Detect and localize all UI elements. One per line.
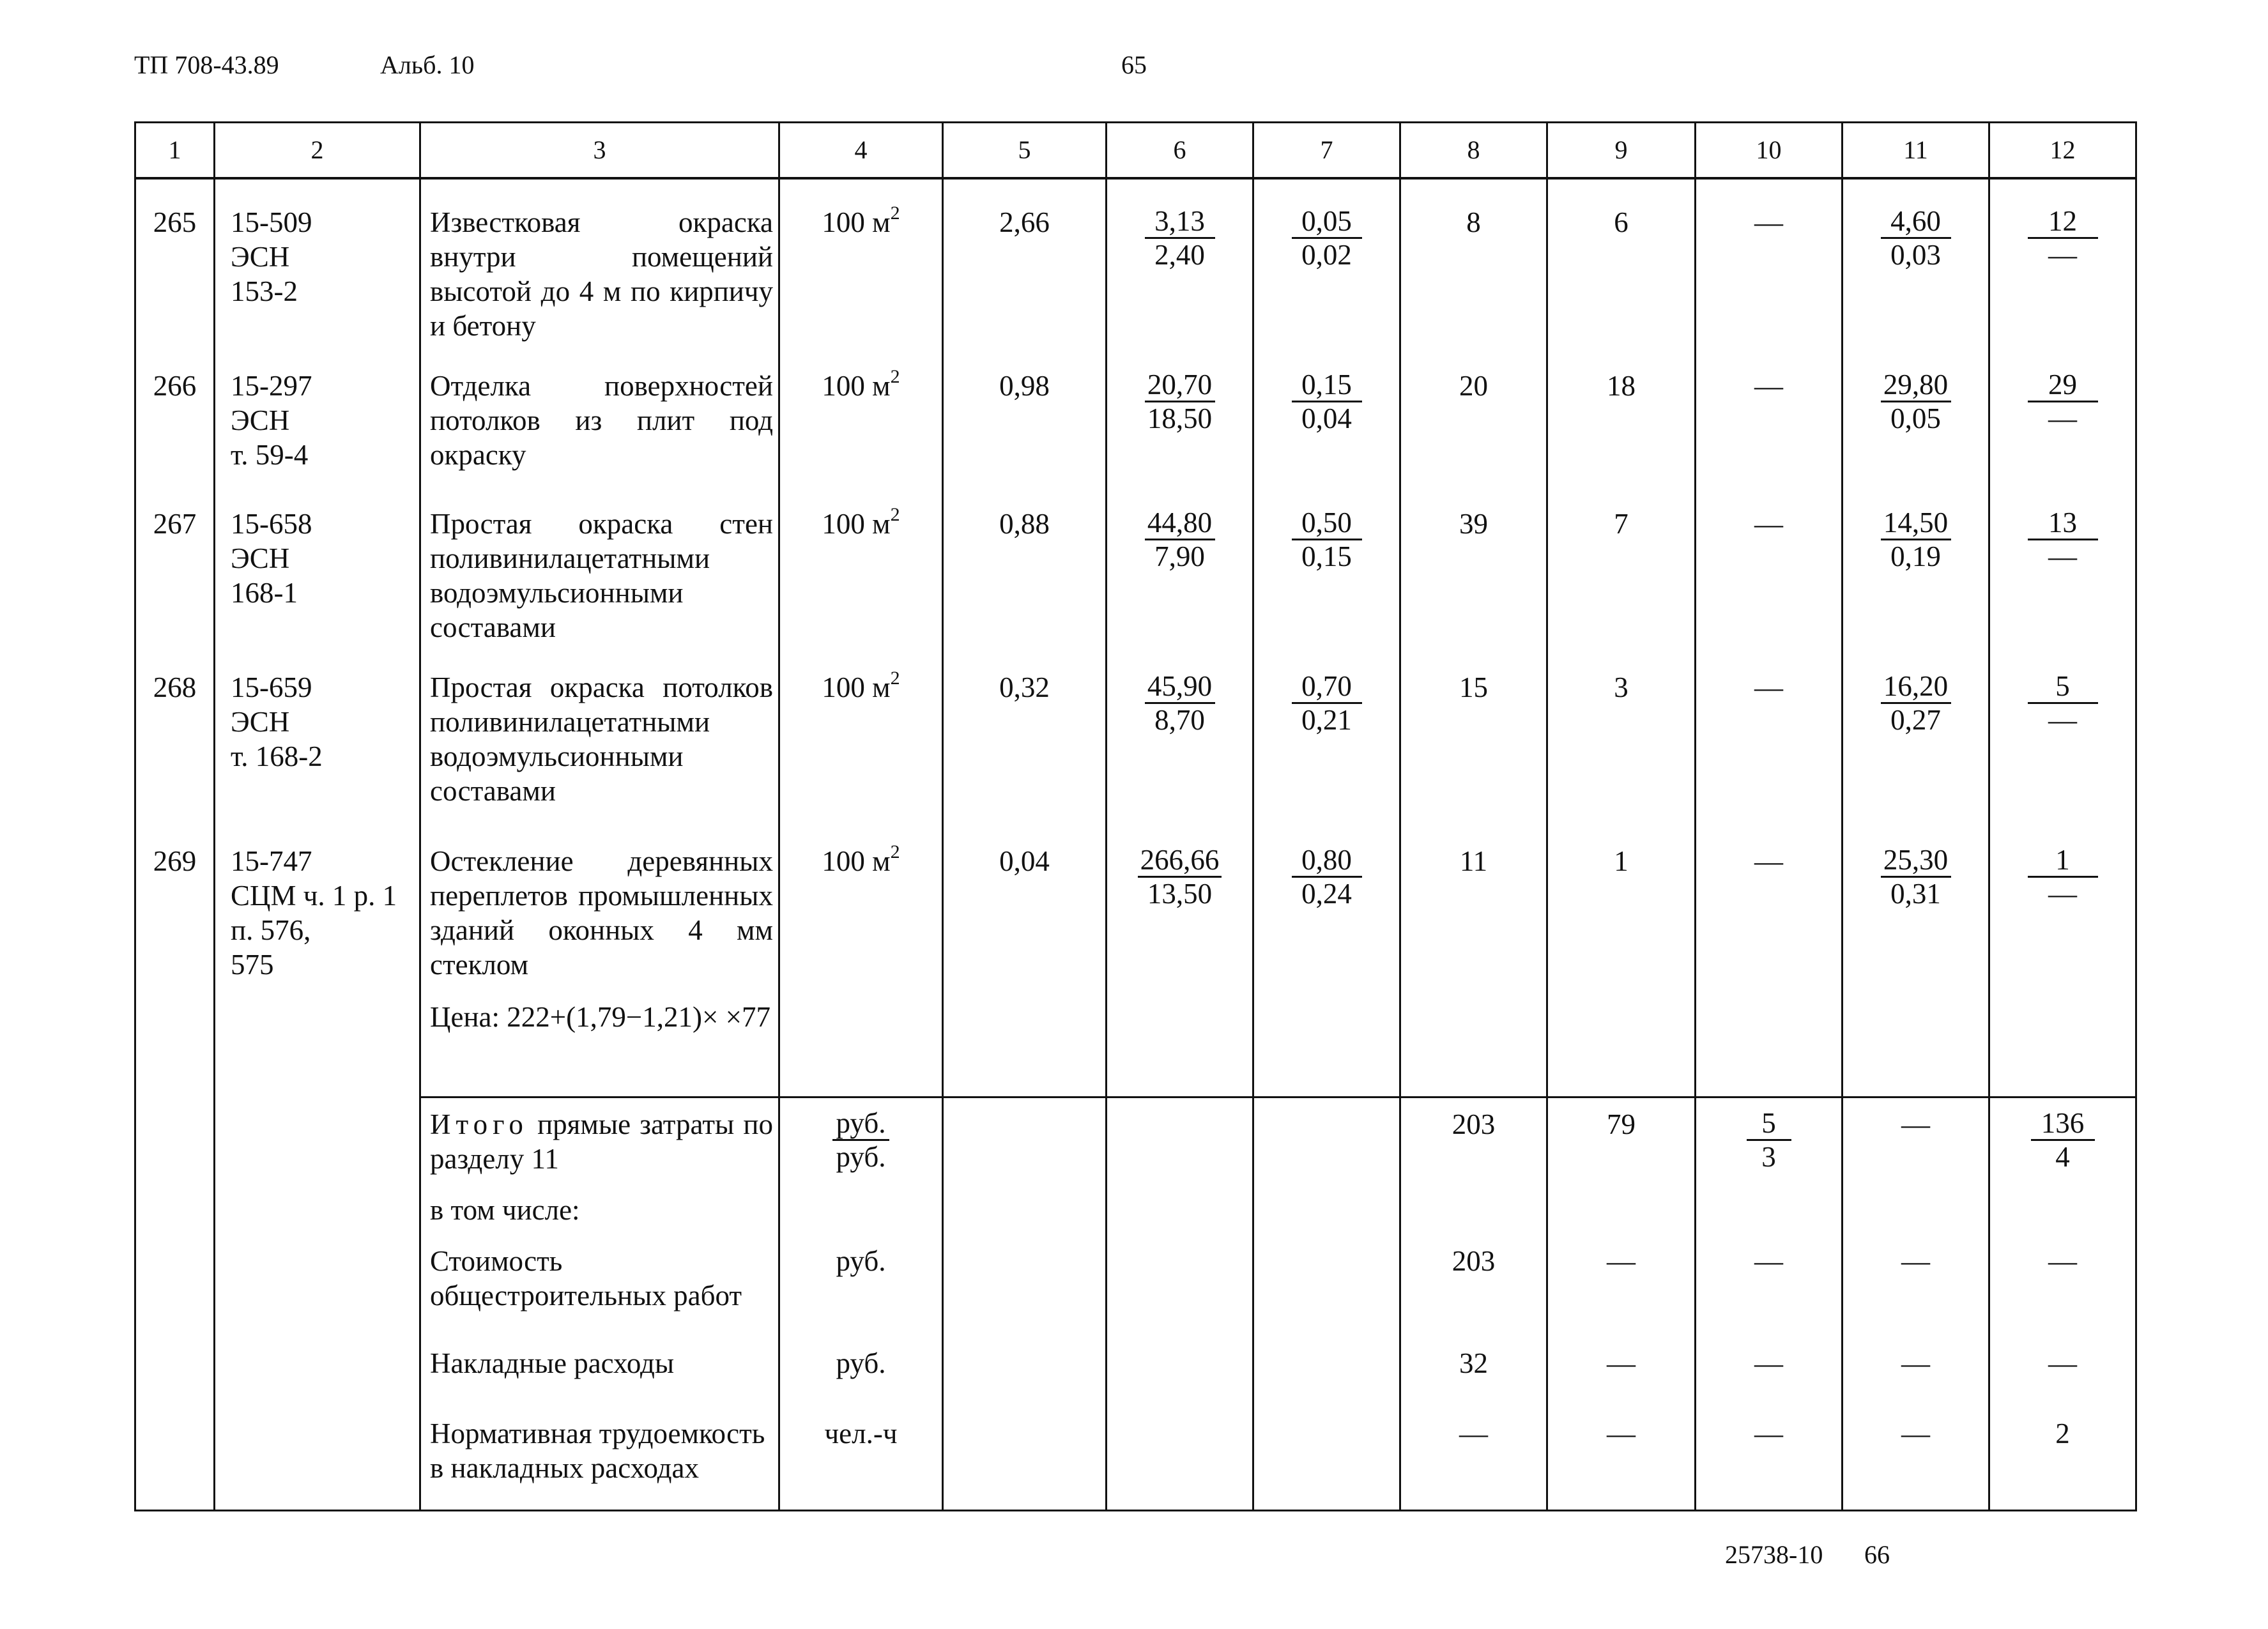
col11-cell	[1843, 178, 1989, 343]
including-row	[135, 1193, 2136, 1244]
fraction-denominator: 0,31	[1890, 878, 1941, 910]
col7-cell	[1253, 481, 1400, 645]
col6-cell	[1107, 818, 1253, 1097]
fraction-denominator: 0,21	[1301, 704, 1352, 736]
column-header: 10	[1696, 123, 1843, 179]
col9-value: 18	[1547, 343, 1696, 481]
breakdown-col11: —	[1843, 1346, 1989, 1416]
fraction-denominator: 0,15	[1301, 540, 1352, 572]
code-line: 575	[231, 949, 274, 981]
fraction-numerator: 25,30	[1881, 844, 1951, 878]
fraction-numerator: 0,50	[1292, 507, 1362, 540]
fraction-denominator: 3	[1761, 1140, 1776, 1173]
col8-value: 20	[1400, 343, 1547, 481]
sheet-code: 25738-10	[1725, 1540, 1823, 1569]
column-header: 5	[943, 123, 1107, 179]
norm-code	[215, 645, 420, 818]
totals-col8: 203	[1400, 1097, 1547, 1193]
column-header: 11	[1843, 123, 1989, 179]
fraction-denominator: руб.	[836, 1140, 886, 1173]
breakdown-col9: —	[1547, 1244, 1696, 1346]
table-row	[135, 818, 2136, 1097]
breakdown-row	[135, 1244, 2136, 1346]
col11-cell	[1843, 818, 1989, 1097]
col6-cell	[1107, 645, 1253, 818]
code-line: ЭСН	[231, 706, 290, 738]
fraction-denominator: 2,40	[1154, 239, 1205, 271]
unit-cell	[779, 645, 943, 818]
table-row	[135, 481, 2136, 645]
col9-value: 7	[1547, 481, 1696, 645]
norm-code	[215, 343, 420, 481]
breakdown-col8: —	[1400, 1416, 1547, 1511]
unit-exponent: 2	[890, 366, 900, 387]
code-line: ЭСН	[231, 241, 290, 273]
column-header: 6	[1107, 123, 1253, 179]
fraction-denominator: —	[2048, 239, 2077, 271]
totals-col9: 79	[1547, 1097, 1696, 1193]
work-description: Простая окраска стен поливинилацетатными водоэмульсионными составами	[420, 481, 779, 645]
fraction-denominator: 0,24	[1301, 878, 1352, 910]
col8-value: 11	[1400, 818, 1547, 1097]
unit: 100 м	[822, 845, 891, 877]
fraction-numerator: 0,70	[1292, 670, 1362, 704]
fraction-numerator: 0,15	[1292, 369, 1362, 402]
norm-code	[215, 818, 420, 1511]
fraction-numerator: 266,66	[1138, 844, 1222, 878]
document-code: ТП 708-43.89	[134, 50, 279, 79]
col8-value: 39	[1400, 481, 1547, 645]
fraction-denominator: 0,19	[1890, 540, 1941, 572]
empty-cell	[1253, 1097, 1400, 1193]
fraction-numerator: руб.	[832, 1107, 890, 1141]
fraction-denominator: 0,02	[1301, 239, 1352, 271]
col12-cell	[1989, 343, 2136, 481]
empty-cell	[943, 1097, 1107, 1193]
breakdown-col10: —	[1696, 1244, 1843, 1346]
unit-exponent: 2	[890, 504, 900, 525]
column-header: 7	[1253, 123, 1400, 179]
description-text: Остекление деревянных переплетов промышленных зданий оконных 4 мм стеклом	[430, 845, 773, 981]
column-header: 9	[1547, 123, 1696, 179]
col12-cell	[1989, 481, 2136, 645]
col9-value: 3	[1547, 645, 1696, 818]
sheet-number: 66	[1864, 1540, 1890, 1569]
table-row	[135, 178, 2136, 343]
fraction-denominator: 13,50	[1147, 878, 1213, 910]
totals-label-rest: прямые затраты по разделу 11	[430, 1108, 773, 1175]
table-row	[135, 343, 2136, 481]
norm-code	[215, 178, 420, 343]
fraction-denominator: —	[2048, 402, 2077, 434]
col7-cell	[1253, 178, 1400, 343]
unit-cell	[779, 343, 943, 481]
breakdown-col8: 203	[1400, 1244, 1547, 1346]
unit-exponent: 2	[890, 668, 900, 689]
col6-cell	[1107, 481, 1253, 645]
unit: 100 м	[822, 671, 891, 703]
col9-value: 6	[1547, 178, 1696, 343]
fraction-denominator: 8,70	[1154, 704, 1205, 736]
including-label: в том числе:	[420, 1193, 779, 1244]
col10-value: —	[1696, 481, 1843, 645]
breakdown-col12: 2	[1989, 1416, 2136, 1511]
column-header: 3	[420, 123, 779, 179]
breakdown-label: Стоимость общестроительных работ	[420, 1244, 779, 1346]
col9-value: 1	[1547, 818, 1696, 1097]
row-number: 268	[135, 645, 215, 818]
unit-cell	[779, 481, 943, 645]
col11-cell	[1843, 343, 1989, 481]
fraction-numerator: 4,60	[1881, 205, 1951, 239]
fraction-denominator: —	[2048, 878, 2077, 910]
fraction-numerator: 16,20	[1881, 670, 1951, 704]
breakdown-unit: руб.	[779, 1346, 943, 1416]
breakdown-col8: 32	[1400, 1346, 1547, 1416]
unit-exponent: 2	[890, 203, 900, 224]
fraction-denominator: 18,50	[1147, 402, 1213, 434]
totals-unit	[779, 1097, 943, 1193]
col10-value: —	[1696, 343, 1843, 481]
fraction-numerator: 29,80	[1881, 369, 1951, 402]
quantity: 0,98	[943, 343, 1107, 481]
col10-value: —	[1696, 818, 1843, 1097]
col12-cell	[1989, 818, 2136, 1097]
price-formula: Цена: 222+(1,79−1,21)× ×77	[430, 1001, 771, 1033]
code-line: ЭСН	[231, 404, 290, 436]
col7-cell	[1253, 818, 1400, 1097]
fraction-numerator: 20,70	[1145, 369, 1215, 402]
totals-col10	[1696, 1097, 1843, 1193]
column-header: 8	[1400, 123, 1547, 179]
fraction-denominator: 0,03	[1890, 239, 1941, 271]
work-description: Известковая окраска внутри помещений высотой до 4 м по кирпичу и бетону	[420, 178, 779, 343]
code-line: 15-747	[231, 845, 312, 877]
breakdown-col9: —	[1547, 1416, 1696, 1511]
col11-cell	[1843, 481, 1989, 645]
code-line: т. 168-2	[231, 740, 323, 772]
code-line: 15-297	[231, 370, 312, 402]
code-line: 168-1	[231, 577, 298, 609]
fraction-denominator: 4	[2055, 1140, 2070, 1173]
fraction-numerator: 0,80	[1292, 844, 1362, 878]
fraction-denominator: 0,05	[1890, 402, 1941, 434]
unit-exponent: 2	[890, 841, 900, 862]
fraction-numerator: 44,80	[1145, 507, 1215, 540]
row-number: 266	[135, 343, 215, 481]
totals-row	[135, 1097, 2136, 1193]
quantity: 2,66	[943, 178, 1107, 343]
quantity: 0,04	[943, 818, 1107, 1097]
album-label: Альб. 10	[380, 50, 475, 79]
code-line: 153-2	[231, 275, 298, 307]
code-line: 15-658	[231, 508, 312, 540]
totals-col12	[1989, 1097, 2136, 1193]
fraction-numerator: 136	[2031, 1107, 2095, 1141]
col8-value: 8	[1400, 178, 1547, 343]
fraction-denominator: 0,04	[1301, 402, 1352, 434]
fraction-numerator: 13	[2028, 507, 2098, 540]
breakdown-col11: —	[1843, 1416, 1989, 1511]
breakdown-col11: —	[1843, 1244, 1989, 1346]
breakdown-unit: чел.-ч	[779, 1416, 943, 1511]
work-description: Отделка поверхностей потолков из плит под окраску	[420, 343, 779, 481]
unit-cell	[779, 818, 943, 1097]
fraction-numerator: 5	[2028, 670, 2098, 704]
col12-cell	[1989, 178, 2136, 343]
page-number: 65	[1121, 50, 1147, 79]
col11-cell	[1843, 645, 1989, 818]
fraction-numerator: 0,05	[1292, 205, 1362, 239]
column-header: 1	[135, 123, 215, 179]
breakdown-col10: —	[1696, 1346, 1843, 1416]
estimate-table	[134, 121, 2137, 1511]
col8-value: 15	[1400, 645, 1547, 818]
quantity: 0,88	[943, 481, 1107, 645]
breakdown-unit: руб.	[779, 1244, 943, 1346]
totals-label	[420, 1097, 779, 1193]
fraction-denominator: 0,27	[1890, 704, 1941, 736]
col7-cell	[1253, 343, 1400, 481]
code-line: п. 576,	[231, 914, 311, 946]
empty-cell	[1107, 1097, 1253, 1193]
row-number: 269	[135, 818, 215, 1511]
row-number: 267	[135, 481, 215, 645]
col10-value: —	[1696, 645, 1843, 818]
code-line: СЦМ ч. 1 р. 1	[231, 880, 397, 912]
work-description: Простая окраска потолков поливинилацетатными водоэмульсионными составами	[420, 645, 779, 818]
fraction-numerator: 29	[2028, 369, 2098, 402]
fraction-numerator: 3,13	[1145, 205, 1215, 239]
code-line: 15-509	[231, 206, 312, 238]
column-header: 12	[1989, 123, 2136, 179]
breakdown-col12: —	[1989, 1346, 2136, 1416]
breakdown-label: Нормативная трудоемкость в накладных расходах	[420, 1416, 779, 1511]
code-line: 15-659	[231, 671, 312, 703]
col6-cell	[1107, 343, 1253, 481]
fraction-numerator: 1	[2028, 844, 2098, 878]
col10-value: —	[1696, 178, 1843, 343]
work-description	[420, 818, 779, 1097]
breakdown-col10: —	[1696, 1416, 1843, 1511]
breakdown-label: Накладные расходы	[420, 1346, 779, 1416]
unit: 100 м	[822, 206, 891, 238]
fraction-denominator: —	[2048, 704, 2077, 736]
fraction-denominator: 7,90	[1154, 540, 1205, 572]
breakdown-row	[135, 1416, 2136, 1511]
code-line: т. 59-4	[231, 439, 309, 471]
breakdown-col9: —	[1547, 1346, 1696, 1416]
totals-label-lead: Итого	[430, 1108, 528, 1140]
code-line: ЭСН	[231, 542, 290, 574]
quantity: 0,32	[943, 645, 1107, 818]
breakdown-col12: —	[1989, 1244, 2136, 1346]
fraction-denominator: —	[2048, 540, 2077, 572]
fraction-numerator: 14,50	[1881, 507, 1951, 540]
norm-code	[215, 481, 420, 645]
col12-cell	[1989, 645, 2136, 818]
fraction-numerator: 12	[2028, 205, 2098, 239]
fraction-numerator: 5	[1747, 1107, 1791, 1141]
col6-cell	[1107, 178, 1253, 343]
totals-col11: —	[1843, 1097, 1989, 1193]
unit: 100 м	[822, 370, 891, 402]
unit-cell	[779, 178, 943, 343]
column-header: 2	[215, 123, 420, 179]
row-number: 265	[135, 178, 215, 343]
fraction-numerator: 45,90	[1145, 670, 1215, 704]
header-row	[135, 123, 2136, 179]
breakdown-row	[135, 1346, 2136, 1416]
unit: 100 м	[822, 508, 891, 540]
col7-cell	[1253, 645, 1400, 818]
column-header: 4	[779, 123, 943, 179]
table-row	[135, 645, 2136, 818]
